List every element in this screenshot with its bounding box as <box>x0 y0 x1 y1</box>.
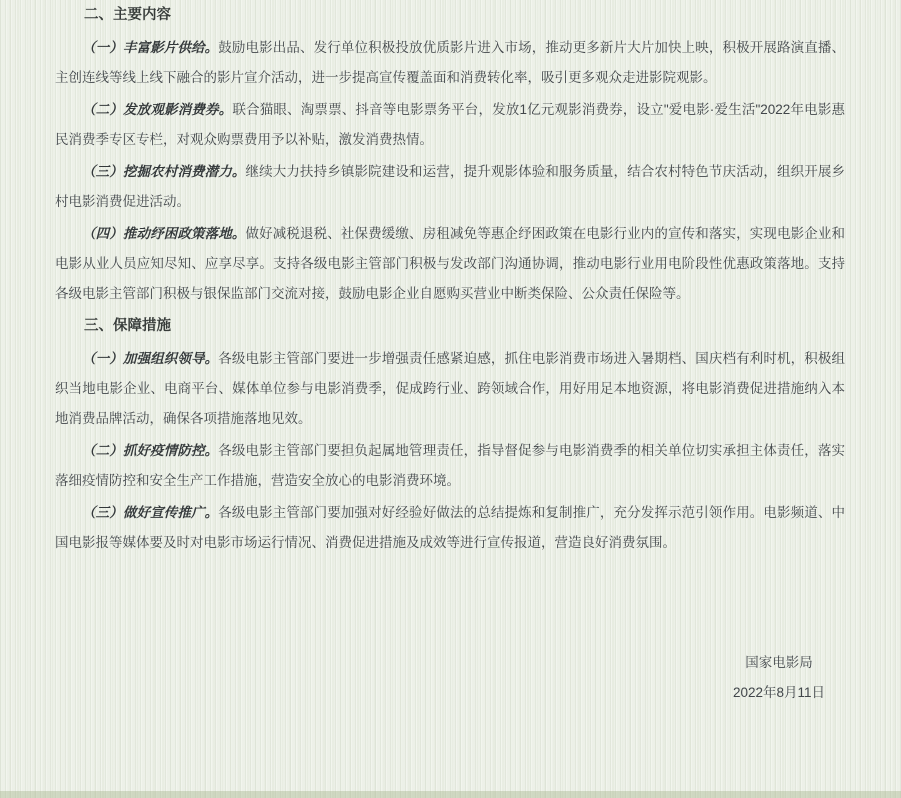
paragraph <box>55 344 845 434</box>
section-heading: 三、保障措施 <box>84 318 171 334</box>
paragraph-lead: （四）推动纾困政策落地。 <box>82 226 246 241</box>
bottom-border-strip <box>0 791 901 798</box>
paragraph-body: 各级电影主管部门要担负起属地管理责任，指导督促参与电影消费季的相关单位切实承担主体责任，落实落细疫情防控和安全生产工作措施，营造安全放心的电影消费环境。 <box>55 443 846 488</box>
paragraph-body: 各级电影主管部门要加强对好经验好做法的总结提炼和复制推广，充分发挥示范引领作用。电影频道、中国电影报等媒体要及时对电影市场运行情况、消费促进措施及成效等进行宣传报道，营造良好消费氛围。 <box>55 505 846 550</box>
paragraph-lead: （一）加强组织领导。 <box>82 351 219 366</box>
paragraph-lead: （二）发放观影消费券。 <box>82 102 233 117</box>
paragraph <box>55 436 845 496</box>
paragraph-body: 各级电影主管部门要进一步增强责任感紧迫感，抓住电影消费市场进入暑期档、国庆档有利时机，积极组织当地电影企业、电商平台、媒体单位参与电影消费季，促成跨行业、跨领域合作，用好用足本地资源，将电影消费促进措施纳入本地消费品牌活动，确保各项措施落地见效。 <box>55 351 846 426</box>
signature-date: 2022年8月11日 <box>732 685 825 700</box>
paragraph <box>55 157 845 217</box>
paragraph-body: 联合猫眼、淘票票、抖音等电影票务平台，发放1亿元观影消费券，设立"爱电影·爱生活"2022年电影惠民消费季专区专栏，对观众购票费用予以补贴，激发消费热情。 <box>55 102 845 147</box>
paragraph <box>55 498 845 558</box>
paragraph <box>55 95 845 155</box>
paragraph-lead: （一）丰富影片供给。 <box>82 40 219 55</box>
signature-inner <box>733 648 825 708</box>
signature-block <box>55 648 845 708</box>
paragraph <box>55 219 845 309</box>
paragraph-body: 鼓励电影出品、发行单位积极投放优质影片进入市场，推动更多新片大片加快上映，积极开展路演直播、主创连线等线上线下融合的影片宣介活动，进一步提高宣传覆盖面和消费转化率，吸引更多观众走进影院观影。 <box>55 40 846 85</box>
paragraph-lead: （二）抓好疫情防控。 <box>82 443 219 458</box>
paragraph-lead: （三）挖掘农村消费潜力。 <box>82 164 246 179</box>
paragraph-body: 做好减税退税、社保费缓缴、房租减免等惠企纾困政策在电影行业内的宣传和落实，实现电影企业和电影从业人员应知尽知、应享尽享。支持各级电影主管部门积极与发改部门沟通协调，推动电影行业用电阶段性优惠政策落地。支持各级电影主管部门积极与银保监部门交流对接，鼓励电影企业自愿购买营业中断类保险、公众责任保险等。 <box>55 226 846 301</box>
signature-issuer: 国家电影局 <box>745 655 813 670</box>
document-content <box>55 0 845 708</box>
paragraph-body: 继续大力扶持乡镇影院建设和运营，提升观影体验和服务质量，结合农村特色节庆活动，组织开展乡村电影消费促进活动。 <box>55 164 846 209</box>
paragraph <box>55 33 845 93</box>
paragraph-lead: （三）做好宣传推广。 <box>82 505 219 520</box>
section-heading: 二、主要内容 <box>84 7 171 23</box>
